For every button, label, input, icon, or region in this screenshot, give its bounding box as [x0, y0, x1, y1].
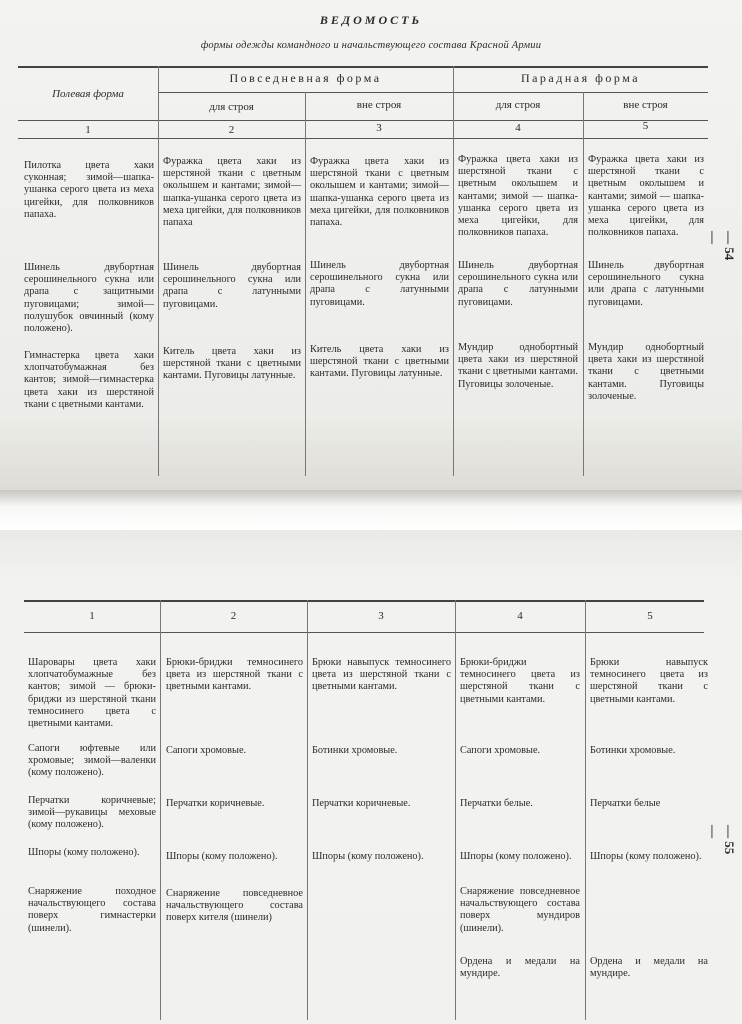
column-number: 4: [515, 122, 521, 134]
table-cell: Шинель двубортная серошинельного сукна или драпа с латунными пуговицами.: [588, 260, 704, 308]
column-number: 2: [228, 124, 235, 136]
table-cell: Брюки навыпуск темносинего цвета из шерстяной ткани с цветными кантами.: [312, 657, 451, 693]
table-cell: Шинель двубортная серошинельного сукна или драпа с латунными пуговицами.: [458, 260, 578, 308]
table-top-rule: [24, 600, 704, 602]
table-cell: Шпоры (кому положено).: [166, 851, 278, 862]
column-divider-4: [583, 92, 584, 476]
header-everyday-form: Повседневная форма: [229, 71, 382, 85]
document-title: ВЕДОМОСТЬ: [319, 13, 423, 27]
column-divider-2: [307, 600, 308, 1020]
table-cell: Ботинки хромовые.: [590, 745, 676, 756]
column-divider-3: [455, 600, 456, 1020]
document-subtitle: формы одежды командного и начальствующего состава Красной Армии: [200, 40, 542, 51]
table-cell: Снаряжение повседневное начальствующего состава поверх мундиров (шинели).: [460, 886, 580, 934]
header-group-rule: [158, 92, 708, 93]
header-parade-form: Парадная форма: [520, 71, 641, 85]
header-parade-in-ranks: для строя: [495, 99, 541, 111]
column-number: 3: [378, 610, 384, 622]
number-row-rule: [18, 138, 708, 139]
page-55: [0, 530, 742, 1024]
table-cell: Шаровары цвета хаки хлопчатобумажные без кантов; зимой — брюки-бриджи из шерстяной ткани темносинего цвета с цветными кантами.: [28, 657, 156, 730]
table-cell: Шпоры (кому положено).: [28, 847, 140, 858]
table-cell: Мундир однобортный цвета хаки из шерстяной ткани с цветными кантами. Пуговицы золоченые.: [458, 342, 578, 390]
header-everyday-out-of-ranks: вне строя: [356, 99, 402, 111]
column-number: 4: [517, 610, 523, 622]
number-row-rule: [24, 632, 704, 633]
column-number: 2: [230, 610, 237, 622]
table-cell: Перчатки белые.: [460, 798, 533, 809]
page-54: [0, 0, 742, 490]
table-cell: Ордена и медали на мундире.: [460, 956, 580, 980]
column-divider-1: [160, 600, 161, 1020]
column-number: 3: [376, 122, 382, 134]
table-top-rule: [18, 66, 708, 68]
column-divider-2: [305, 92, 306, 476]
table-cell: Сапоги юфтевые или хромовые; зимой—валенки (кому положено).: [28, 743, 156, 779]
table-cell: Ботинки хромовые.: [312, 745, 398, 756]
table-cell: Сапоги хромовые.: [166, 745, 247, 756]
table-cell: Снаряжение походное начальствующего состава поверх гимнастерки (шинели).: [28, 886, 156, 934]
table-cell: Перчатки коричневые.: [312, 798, 411, 809]
column-divider-4: [585, 600, 586, 1020]
table-cell: Фуражка цвета хаки из шерстяной ткани с цветным околышем и кантами; зимой—шапка-ушанка серого цвета из меха цигейки, для полковников папаха.: [310, 156, 449, 229]
header-parade-out-of-ranks: вне строя: [623, 99, 668, 111]
table-cell: Шпоры (кому положено).: [590, 851, 702, 862]
table-cell: Шинель двубортная серошинельного сукна или драпа с латунными пуговицами.: [310, 260, 449, 308]
table-cell: Перчатки коричневые.: [166, 798, 265, 809]
column-number: 5: [642, 120, 649, 132]
column-number: 5: [647, 610, 653, 622]
table-cell: Брюки-бриджи темносинего цвета из шерстяной ткани с цветными кантами.: [460, 657, 580, 705]
header-everyday-in-ranks: для строя: [209, 101, 254, 113]
page-fold: [0, 490, 742, 530]
table-cell: Фуражка цвета хаки из шерстяной ткани с цветным околышем и кантами; зимой — шапка-ушанка серого цвета из меха цигейки, для полковников папаха.: [588, 154, 704, 239]
table-cell: Снаряжение повседневное начальствующего состава поверх кителя (шинели): [166, 888, 303, 924]
page-number: — 54 —: [706, 231, 737, 261]
column-number: 1: [89, 610, 95, 622]
table-cell: Брюки навыпуск темносинего цвета из шерстяной ткани с цветными кантами.: [590, 657, 708, 705]
table-cell: Китель цвета хаки из шерстяной ткани с цветными кантами. Пуговицы латунные.: [310, 344, 449, 380]
table-cell: Фуражка цвета хаки из шерстяной ткани с цветным околышем и кантами; зимой — шапка-ушанка серого цвета из меха цигейки, для полковников папаха.: [458, 154, 578, 239]
page-number: — 55 —: [706, 825, 737, 855]
table-cell: Мундир однобортный цвета хаки из шерстяной ткани с цветными кантами. Пуговицы золоченые.: [588, 342, 704, 402]
table-cell: Шпоры (кому положено).: [312, 851, 424, 862]
table-cell: Перчатки коричневые; зимой—рукавицы меховые (кому положено).: [28, 795, 156, 831]
table-cell: Фуражка цвета хаки из шерстяной ткани с цветным околышем и кантами; зимой—шапка-ушанка серого цвета из меха цигейки, для полковников папаха: [163, 156, 301, 229]
table-cell: Шинель двубортная серошинельного сукна или драпа с латунными пуговицами.: [163, 262, 301, 310]
table-cell: Перчатки белые: [590, 798, 661, 809]
table-cell: Брюки-бриджи темносинего цвета из шерстяной ткани с цветными кантами.: [166, 657, 303, 693]
column-number: 1: [85, 124, 91, 136]
header-field-form: Полевая форма: [52, 88, 124, 100]
table-cell: Ордена и медали на мундире.: [590, 956, 708, 980]
table-cell: Гимнастерка цвета хаки хлопчатобумажная без кантов; зимой—гимнастерка цвета хаки из шерстяной ткани с цветными кантами.: [24, 350, 154, 410]
table-cell: Шпоры (кому положено).: [460, 851, 572, 862]
table-cell: Сапоги хромовые.: [460, 745, 541, 756]
table-cell: Шинель двубортная серошинельного сукна или драпа с защитными пуговицами; зимой—полушубок овчинный (кому положено).: [24, 262, 154, 335]
table-cell: Китель цвета хаки из шерстяной ткани с цветными кантами. Пуговицы латунные.: [163, 346, 301, 382]
table-cell: Пилотка цвета хаки суконная; зимой—шапка-ушанка серого цвета из меха цигейки, для полковников папаха.: [24, 160, 154, 220]
